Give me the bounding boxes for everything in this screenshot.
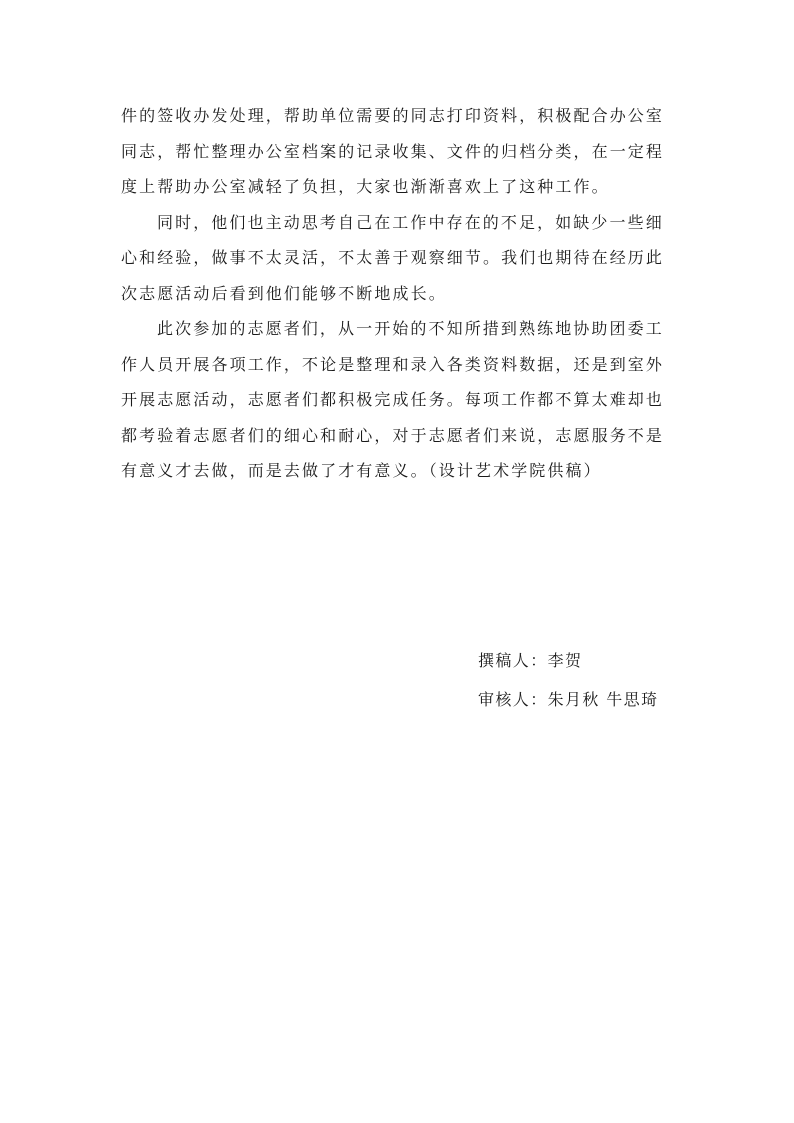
article-body	[121, 98, 677, 489]
author-line: 撰稿人：李贺	[478, 651, 583, 670]
reviewer-line: 审核人：朱月秋 牛思琦	[478, 690, 659, 709]
paragraph-conclusion: 此次参加的志愿者们，从一开始的不知所措到熟练地协助团委工作人员开展各项工作，不论是整理和录入各类资料数据，还是到室外开展志愿活动，志愿者们都积极完成任务。每项工作都不算太难却也都考验着志愿者们的细心和耐心，对于志愿者们来说，志愿服务不是有意义才去做，而是去做了才有意义。（设计艺术学院供稿）	[121, 319, 665, 480]
signature-block	[478, 641, 659, 719]
paragraph-continuation: 件的签收办发处理，帮助单位需要的同志打印资料，积极配合办公室同志，帮忙整理办公室档案的记录收集、文件的归档分类，在一定程度上帮助办公室减轻了负担，大家也渐渐喜欢上了这种工作。	[121, 106, 665, 196]
paragraph-reflection: 同时，他们也主动思考自己在工作中存在的不足，如缺少一些细心和经验，做事不太灵活，不太善于观察细节。我们也期待在经历此次志愿活动后看到他们能够不断地成长。	[121, 212, 665, 303]
